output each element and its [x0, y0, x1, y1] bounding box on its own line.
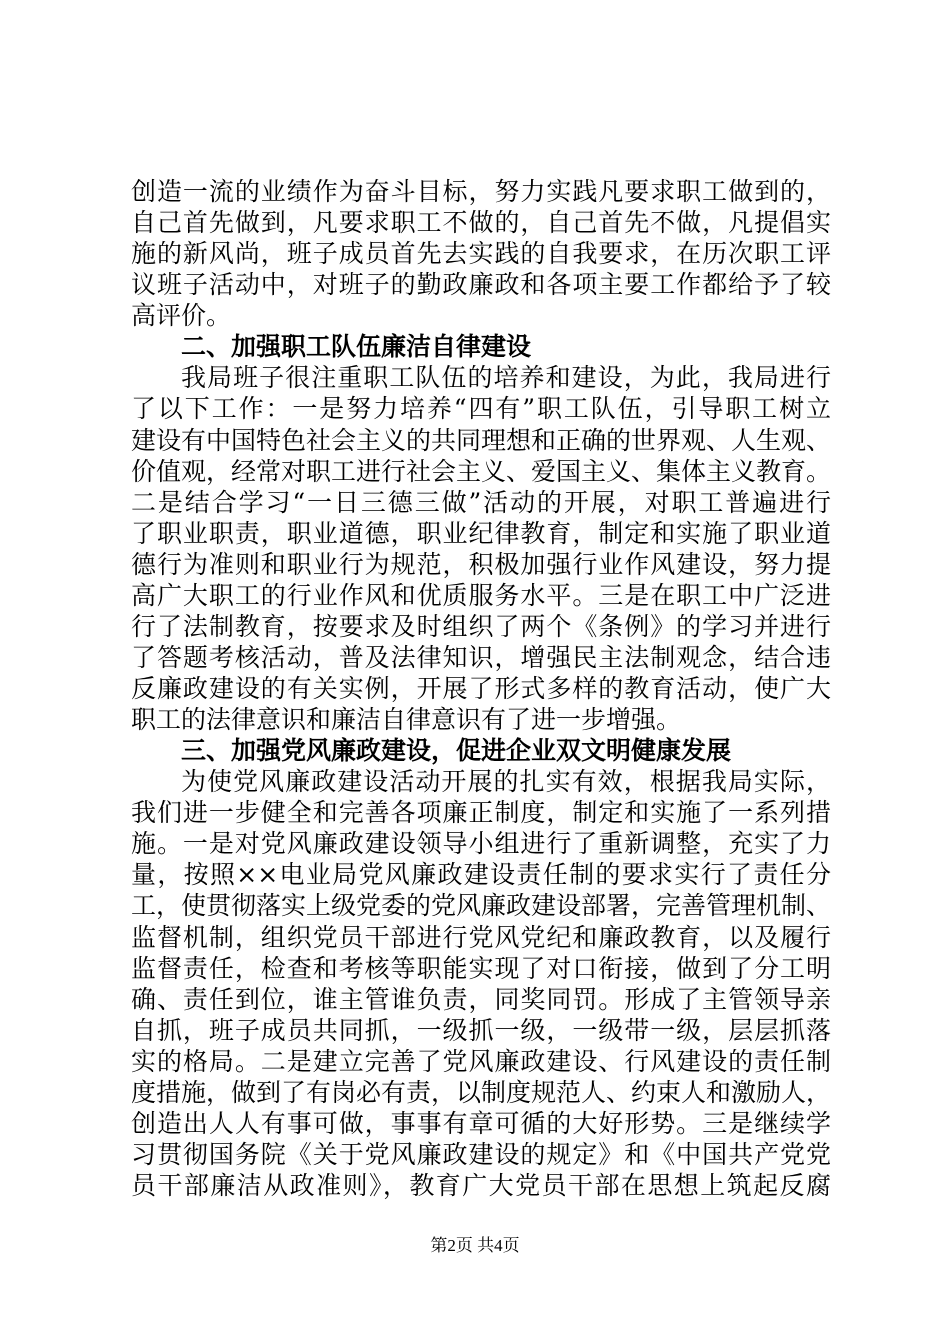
body-text-line: 工，使贯彻落实上级党委的党风廉政建设部署，完善管理机制、 — [131, 891, 831, 920]
body-text-line: 度措施，做到了有岗必有责，以制度规范人、约束人和激励人， — [131, 1078, 831, 1107]
body-text-line: 议班子活动中，对班子的勤政廉政和各项主要工作都给予了较 — [131, 270, 831, 299]
section-heading: 二、加强职工队伍廉洁自律建设 — [181, 332, 532, 361]
body-text-line: 施的新风尚，班子成员首先去实践的自我要求，在历次职工评 — [131, 239, 831, 268]
body-text-line: 监督责任，检查和考核等职能实现了对口衔接，做到了分工明 — [131, 954, 831, 983]
body-text-line: 高广大职工的行业作风和优质服务水平。三是在职工中广泛进 — [131, 581, 831, 610]
body-text-line: 建设有中国特色社会主义的共同理想和正确的世界观、人生观、 — [131, 426, 831, 455]
body-text-line: 二是结合学习“一日三德三做”活动的开展，对职工普遍进行 — [131, 488, 831, 517]
body-text-line: 我们进一步健全和完善各项廉正制度，制定和实施了一系列措 — [131, 798, 831, 827]
body-text-line: 为使党风廉政建设活动开展的扎实有效，根据我局实际， — [181, 767, 831, 796]
body-text-line: 量，按照××电业局党风廉政建设责任制的要求实行了责任分 — [131, 860, 831, 889]
body-text-line: 创造出人人有事可做，事事有章可循的大好形势。三是继续学 — [131, 1109, 831, 1138]
body-text-line: 职工的法律意识和廉洁自律意识有了进一步增强。 — [131, 705, 682, 734]
body-text-line: 员干部廉洁从政准则》，教育广大党员干部在思想上筑起反腐 — [131, 1171, 831, 1200]
body-text-line: 自抓，班子成员共同抓，一级抓一级，一级带一级，层层抓落 — [131, 1016, 831, 1045]
body-text-line: 施。一是对党风廉政建设领导小组进行了重新调整，充实了力 — [131, 829, 831, 858]
body-text-line: 了答题考核活动，普及法律知识，增强民主法制观念，结合违 — [131, 643, 831, 672]
body-text-line: 行了法制教育，按要求及时组织了两个《条例》的学习并进行 — [131, 612, 831, 641]
body-text-line: 自己首先做到，凡要求职工不做的，自己首先不做，凡提倡实 — [131, 208, 831, 237]
body-text-line: 高评价。 — [131, 301, 232, 330]
body-text-line: 实的格局。二是建立完善了党风廉政建设、行风建设的责任制 — [131, 1047, 831, 1076]
body-text-line: 确、责任到位，谁主管谁负责，同奖同罚。形成了主管领导亲 — [131, 985, 831, 1014]
body-text-line: 价值观，经常对职工进行社会主义、爱国主义、集体主义教育。 — [131, 457, 831, 486]
body-text-line: 我局班子很注重职工队伍的培养和建设，为此，我局进行 — [181, 363, 831, 392]
body-text-line: 了职业职责，职业道德，职业纪律教育，制定和实施了职业道 — [131, 519, 831, 548]
body-text-line: 反廉政建设的有关实例，开展了形式多样的教育活动，使广大 — [131, 674, 831, 703]
body-text-line: 习贯彻国务院《关于党风廉政建设的规定》和《中国共产党党 — [131, 1140, 831, 1169]
body-text-line: 德行为准则和职业行为规范，积极加强行业作风建设，努力提 — [131, 550, 831, 579]
body-text-line: 了以下工作：一是努力培养“四有”职工队伍，引导职工树立 — [131, 394, 831, 423]
section-heading: 三、加强党风廉政建设，促进企业双文明健康发展 — [181, 736, 732, 765]
page-number-footer: 第2页 共4页 — [430, 1236, 520, 1255]
body-text-line: 创造一流的业绩作为奋斗目标，努力实践凡要求职工做到的， — [131, 177, 831, 206]
body-text-line: 监督机制，组织党员干部进行党风党纪和廉政教育，以及履行 — [131, 923, 831, 952]
